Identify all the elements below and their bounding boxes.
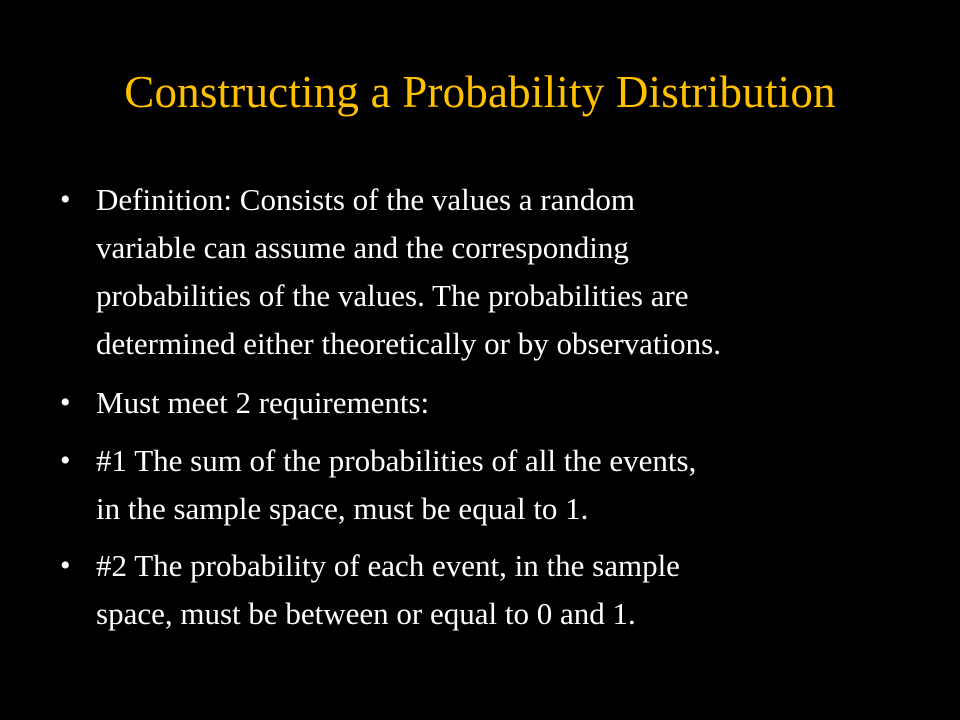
bullet-line: Must meet 2 requirements: xyxy=(96,385,430,420)
bullet-dot-icon: • xyxy=(60,386,71,419)
bullet-line: #1 The sum of the probabilities of all the events, xyxy=(96,443,697,478)
bullet-dot-icon: • xyxy=(60,549,71,582)
bullet-line: probabilities of the values. The probabilities are xyxy=(96,278,689,313)
bullet-line: Definition: Consists of the values a random xyxy=(96,182,635,217)
bullet-line: in the sample space, must be equal to 1. xyxy=(96,491,589,526)
bullet-line: space, must be between or equal to 0 and 1. xyxy=(96,596,636,631)
slide-title: Constructing a Probability Distribution xyxy=(124,67,836,117)
bullet-dot-icon: • xyxy=(60,444,71,477)
bullet-line: variable can assume and the corresponding xyxy=(96,230,629,265)
bullet-line: determined either theoretically or by observations. xyxy=(96,326,721,361)
bullet-dot-icon: • xyxy=(60,183,71,216)
bullet-line: #2 The probability of each event, in the sample xyxy=(96,548,680,583)
